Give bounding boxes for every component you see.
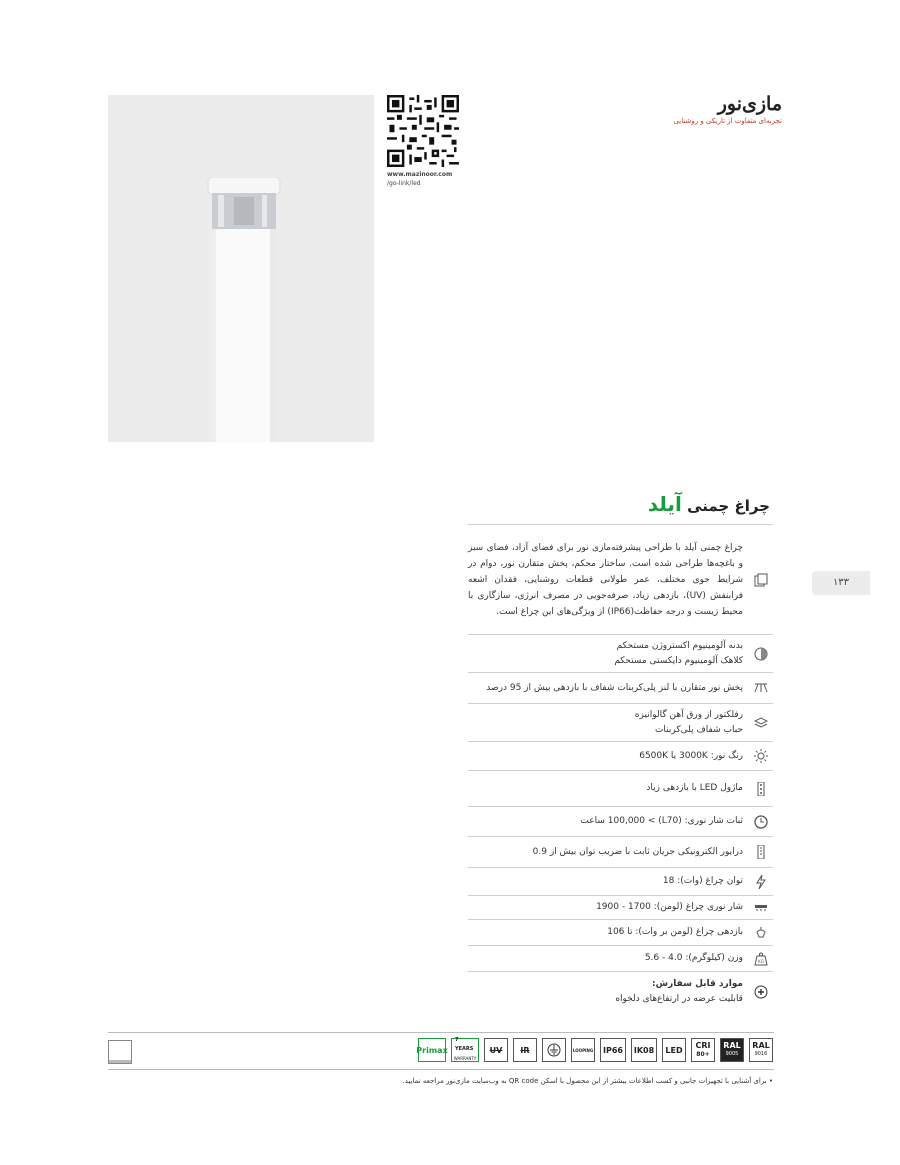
badge-label: IK08: [633, 1045, 655, 1055]
lens-icon: [753, 680, 769, 696]
badge-label: IP66: [603, 1045, 623, 1055]
badge-label: LED: [665, 1045, 683, 1055]
brand-logo: [673, 93, 782, 125]
spec-line: توان چراغ (وات): 18: [662, 876, 743, 886]
ral-9016-badge: [749, 1038, 773, 1062]
order-title: موارد قابل سفارش:: [652, 978, 743, 989]
qr-caption: [387, 170, 452, 188]
spec-row: [468, 806, 773, 836]
sun-icon: [753, 748, 769, 764]
product-title: [648, 492, 770, 516]
logo-tagline: تجربه‌ای متفاوت از تاریکی و روشنایی: [673, 117, 782, 125]
spec-line: کلاهک آلومینیوم دایکستی مستحکم: [614, 655, 743, 666]
badge-sub: 80+: [696, 1051, 710, 1058]
uv-badge: [484, 1038, 508, 1062]
spec-line: ثبات شار نوری: (L70) > 100,000 ساعت: [580, 816, 743, 826]
plus-circle-icon: [753, 984, 769, 1000]
led-badge: [662, 1038, 686, 1062]
spec-line: رنگ نور: 3000K یا 6500K: [639, 750, 743, 761]
spec-row: [468, 634, 773, 672]
spec-line: پخش نور متقارن با لنز پلی‌کربنات شفاف با بازدهی بیش از 95 درصد: [486, 682, 743, 693]
spec-row: [468, 945, 773, 971]
spec-line: وزن (کیلوگرم): 4.0 - 5.6: [644, 953, 743, 963]
cri-badge: [691, 1038, 715, 1062]
badge-sub: WARRANTY: [453, 1056, 477, 1061]
order-text: قابلیت عرضه در ارتفاع‌های دلخواه: [615, 993, 743, 1004]
ground-icon: [542, 1038, 566, 1062]
logo-text: مازی‌نور: [717, 93, 782, 115]
footnote: • برای آشنایی با تجهیزات جانبی و کسب اطلاعات بیشتر از این محصول با اسکن QR code به وب‌سایت مازی‌نور مراجعه نمایید.: [402, 1077, 773, 1085]
spec-row: [468, 895, 773, 919]
spec-line: ماژول LED با بازدهی زیاد: [646, 783, 743, 793]
ip66-badge: [600, 1038, 626, 1062]
spec-line: درایور الکترونیکی جریان ثابت با ضریب توان بیش از 0.9: [532, 846, 743, 857]
warranty-badge: [451, 1038, 479, 1062]
certification-badges: [418, 1038, 773, 1062]
spec-row: [468, 836, 773, 867]
title-prefix: چراغ چمنی: [687, 497, 770, 515]
spec-row: [468, 919, 773, 945]
description-text: چراغ چمنی آیلد با طراحی پیشرفته‌مازی نور برای فضای آزاد، فضای سبز و باغچه‌ها طراحی شده است. ساختار محکم، پخش متقارن نور، دوام در شرایط جوی مختلف، عمر طولانی قطعات روشنایی، فقدان اشعه فرابنفش (UV)، بازدهی زیاد، صرفه‌جویی در مصرف انرژی، سازگاری با محیط زیست و درجه حفاظت(IP66) از ویژگی‌های این چراغ است.: [468, 542, 743, 617]
badge-label: RAL: [752, 1041, 770, 1050]
spec-row: [468, 741, 773, 770]
efficacy-icon: [753, 925, 769, 941]
qr-url[interactable]: www.mazinoor.com: [387, 171, 453, 178]
badge-label: UV: [489, 1045, 503, 1055]
power-icon: [753, 874, 769, 890]
spec-line: بدنه آلومینیوم اکستروژن مستحکم: [616, 640, 743, 651]
clock-icon: [753, 814, 769, 830]
spec-row: [468, 672, 773, 703]
led-module-icon: [753, 781, 769, 797]
page-number-tab: ۱۳۳: [812, 571, 870, 595]
badge-label: Primax: [416, 1045, 448, 1055]
badge-label: LOOPING: [572, 1047, 594, 1053]
badge-label: IR: [520, 1045, 530, 1055]
weight-icon: [753, 951, 769, 967]
bollard-light-image: [204, 177, 284, 442]
badge-label: RAL: [723, 1041, 741, 1050]
ik08-badge: [631, 1038, 657, 1062]
spec-line: شار نوری چراغ (لومن): 1700 - 1900: [596, 902, 743, 912]
spec-row: [468, 770, 773, 806]
svg-text:KG: KG: [758, 958, 764, 964]
title-name: آیلد: [647, 492, 682, 516]
footer-divider-top: [108, 1032, 774, 1033]
body-icon: [753, 646, 769, 662]
qr-path: /go-link/led: [387, 180, 421, 187]
looping-badge: [571, 1038, 595, 1062]
qr-code[interactable]: [387, 95, 459, 167]
spec-row: [468, 867, 773, 895]
badge-sub: 9005: [725, 1051, 739, 1057]
spec-line: رفلکتور از ورق آهن گالوانیزه: [634, 709, 743, 720]
spec-line: حباب شفاف پلی‌کربنات: [654, 724, 743, 735]
badge-label: 7 YEARS: [455, 1037, 474, 1052]
color-swatch: [108, 1040, 132, 1064]
badge-label: CRI: [695, 1041, 711, 1050]
primax-badge: [418, 1038, 446, 1062]
product-photo: [108, 95, 374, 442]
footer-divider-bottom: [108, 1069, 774, 1070]
flux-icon: [753, 900, 769, 916]
ir-badge: [513, 1038, 537, 1062]
spec-line: بازدهی چراغ (لومن بر وات): تا 106: [607, 927, 743, 937]
driver-icon: [753, 844, 769, 860]
ral-9005-badge: [720, 1038, 744, 1062]
order-row: [468, 971, 773, 1011]
badge-sub: 9016: [754, 1051, 768, 1057]
spec-list: [468, 524, 773, 1011]
layers-icon: [753, 715, 769, 731]
spec-row: [468, 703, 773, 741]
copy-icon: [753, 572, 769, 588]
spec-description: [468, 524, 773, 634]
